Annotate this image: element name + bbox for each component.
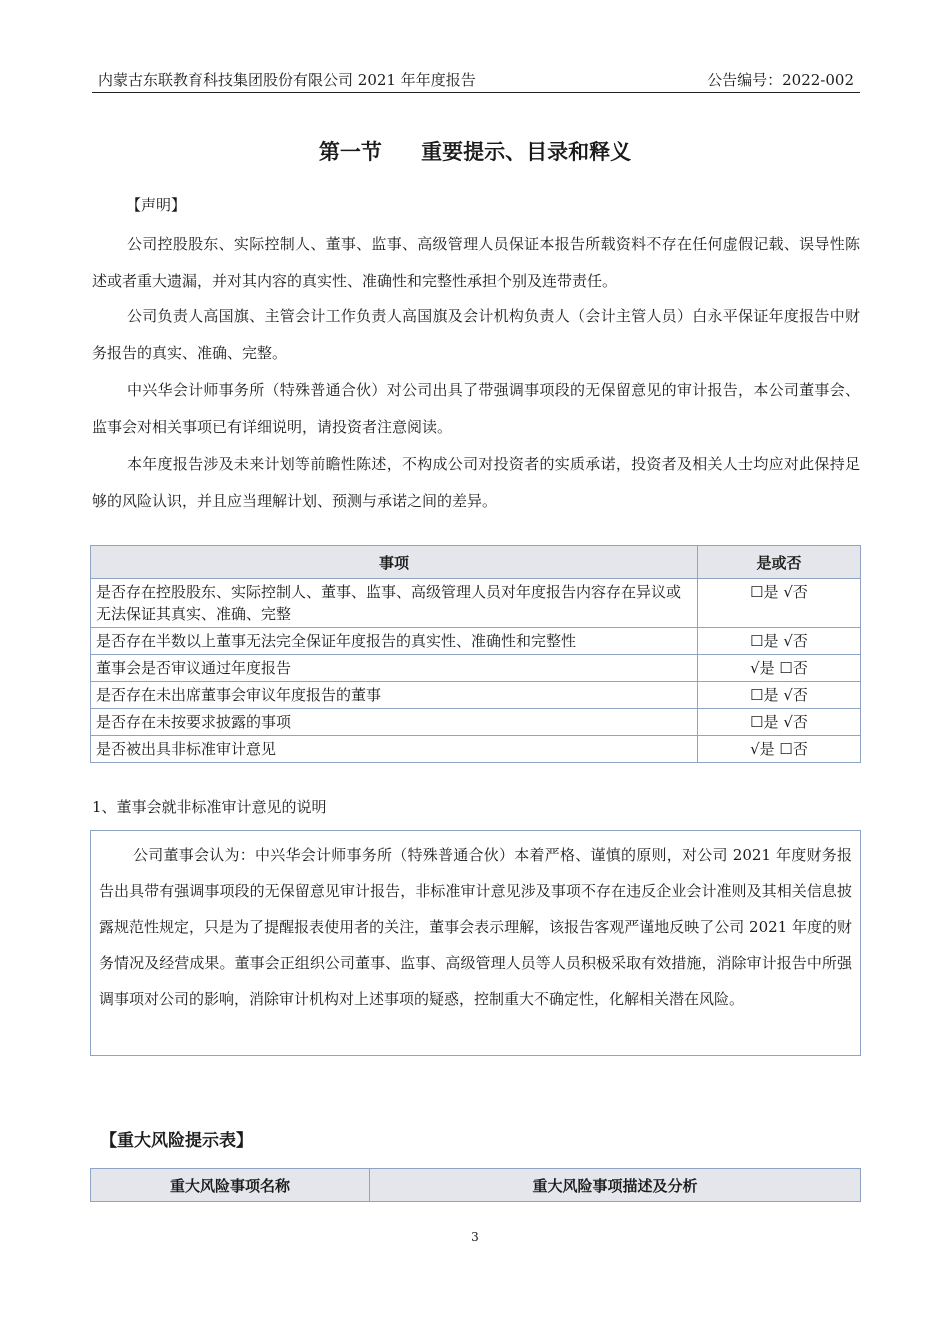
table-header-row	[91, 546, 861, 579]
matter-answer: ☐是 √否	[698, 579, 861, 628]
risk-table-title: 【重大风险提示表】	[100, 1131, 253, 1151]
column-header-item: 事项	[91, 546, 698, 579]
matter-answer: ☐是 √否	[698, 682, 861, 709]
table-row	[91, 579, 861, 628]
matter-item: 是否存在未出席董事会审议年度报告的董事	[91, 682, 698, 709]
table-row	[91, 736, 861, 763]
matter-item: 是否存在半数以上董事无法完全保证年度报告的真实性、准确性和完整性	[91, 628, 698, 655]
table-row	[91, 682, 861, 709]
section-title	[0, 136, 950, 166]
section-number: 第一节	[318, 140, 382, 164]
matters-table	[90, 545, 861, 763]
matter-answer: √是 ☐否	[698, 736, 861, 763]
board-explanation-box	[90, 830, 861, 1056]
matter-item: 是否被出具非标准审计意见	[91, 736, 698, 763]
risk-table	[90, 1168, 861, 1202]
section-name: 重要提示、目录和释义	[421, 140, 632, 164]
matter-answer: √是 ☐否	[698, 655, 861, 682]
page-number: 3	[471, 1230, 479, 1244]
table-row	[91, 709, 861, 736]
board-explanation-title: 1、董事会就非标准审计意见的说明	[92, 798, 327, 816]
table-row	[91, 628, 861, 655]
column-header-risk-name: 重大风险事项名称	[91, 1169, 370, 1202]
column-header-risk-description: 重大风险事项描述及分析	[370, 1169, 861, 1202]
statement-paragraph: 公司负责人高国旗、主管会计工作负责人高国旗及会计机构负责人（会计主管人员）白永平保证年度报告中财务报告的真实、准确、完整。	[92, 307, 860, 362]
report-title: 内蒙古东联教育科技集团股份有限公司 2021 年年度报告	[98, 71, 476, 89]
column-header-answer: 是或否	[698, 546, 861, 579]
table-row	[91, 655, 861, 682]
page-header	[92, 66, 860, 93]
notice-number: 公告编号：2022-002	[707, 71, 854, 89]
matter-answer: ☐是 √否	[698, 628, 861, 655]
statement-paragraph: 公司控股股东、实际控制人、董事、监事、高级管理人员保证本报告所载资料不存在任何虚假记载、误导性陈述或者重大遗漏，并对其内容的真实性、准确性和完整性承担个别及连带责任。	[92, 235, 860, 290]
statement-label: 【声明】	[126, 196, 187, 214]
statement-paragraph: 本年度报告涉及未来计划等前瞻性陈述，不构成公司对投资者的实质承诺，投资者及相关人士均应对此保持足够的风险认识，并且应当理解计划、预测与承诺之间的差异。	[92, 455, 860, 510]
table-header-row	[91, 1169, 861, 1202]
matter-answer: ☐是 √否	[698, 709, 861, 736]
matter-item: 董事会是否审议通过年度报告	[91, 655, 698, 682]
matter-item: 是否存在控股股东、实际控制人、董事、监事、高级管理人员对年度报告内容存在异议或无法保证其真实、准确、完整	[91, 579, 698, 628]
board-explanation-text: 公司董事会认为：中兴华会计师事务所（特殊普通合伙）本着严格、谨慎的原则，对公司 2021 年度财务报告出具带有强调事项段的无保留意见审计报告，非标准审计意见涉及事项不存在违反企业会计准则及其相关信息披露规范性规定，只是为了提醒报表使用者的关注，董事会表示理解，该报告客观严谨地反映了公司 2021 年度的财务情况及经营成果。董事会正组织公司董事、监事、高级管理人员等人员积极采取有效措施，消除审计报告中所强调事项对公司的影响，消除审计机构对上述事项的疑惑，控制重大不确定性，化解相关潜在风险。	[99, 846, 852, 1008]
matter-item: 是否存在未按要求披露的事项	[91, 709, 698, 736]
statement-paragraph: 中兴华会计师事务所（特殊普通合伙）对公司出具了带强调事项段的无保留意见的审计报告，本公司董事会、监事会对相关事项已有详细说明，请投资者注意阅读。	[92, 381, 860, 436]
